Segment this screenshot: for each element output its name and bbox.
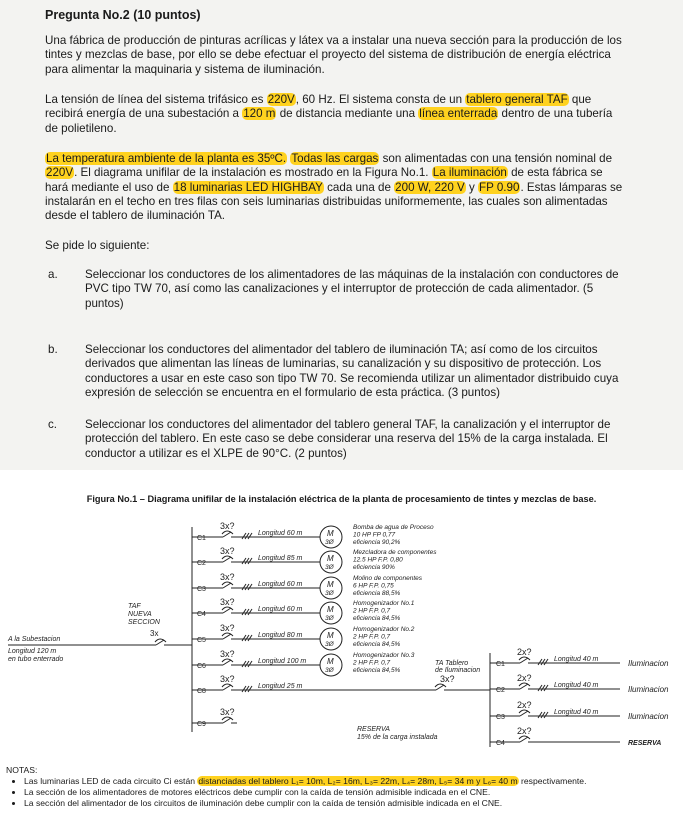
motor-desc: Homogenizador No.2 — [353, 626, 415, 633]
highlight: La temperatura ambiente de la planta es 35ºC. — [46, 152, 287, 165]
motor-desc: eficiencia 84,5% — [353, 615, 401, 622]
circuit-breaker-arc — [222, 717, 233, 720]
lighting-breaker-arc — [519, 657, 530, 660]
motor-letter: M — [327, 631, 334, 640]
motor-desc: 2 HP F.P. 0,7 — [353, 633, 391, 641]
motor-desc: eficiencia 88,5% — [353, 590, 401, 597]
main-breaker-arc — [155, 639, 166, 642]
intro-paragraph: Una fábrica de producción de pinturas acrílicas y látex va a instalar una nueva sección para la producción de los tintes y mezclas de base, por ello se debe efectuar el proyecto del sistema de distribución de energía eléctrica para alimentar la maquinaria y sistema de iluminación. — [45, 34, 622, 76]
note-3: • La sección del alimentador de los circuitos de iluminación debe cumplir con la caída de tensión admisible indicada en el CNE. — [24, 798, 586, 809]
notes — [6, 765, 586, 809]
circuit-id: C4 — [197, 611, 206, 618]
single-line-diagram — [0, 515, 683, 765]
circuit-breaker — [223, 718, 231, 723]
motor-desc: eficiencia 84,5% — [353, 667, 401, 674]
breaker-label: 3x? — [220, 707, 235, 717]
lighting-breaker — [520, 684, 528, 689]
motor-letter: M — [327, 529, 334, 538]
motor-phase: 3Ø — [325, 641, 334, 648]
lighting-breaker-label: 2x? — [517, 726, 532, 736]
circuit-id: C9 — [197, 721, 206, 728]
motor-desc: 2 HP F.P. 0,7 — [353, 607, 391, 615]
motor-phase: 3Ø — [325, 667, 334, 674]
motor-letter: M — [327, 580, 334, 589]
figure-title: Figura No.1 – Diagrama unifilar de la instalación eléctrica de la planta de procesamiento de tintes y mezclas de base. — [86, 494, 597, 504]
feeder-length: Longitud 25 m — [258, 683, 303, 690]
source-length: Longitud 120 m — [8, 648, 57, 655]
motor-desc: Homogenizador No.3 — [353, 652, 415, 659]
reserve-note: 15% de la carga instalada — [357, 734, 438, 741]
highlight: distanciadas del tablero L₁= 10m, L₂= 16m, L₃= 22m, L₄= 28m, L₅= 34 m y L₆= 40 m — [198, 776, 518, 786]
motor-letter: M — [327, 657, 334, 666]
lighting-reserve-label: RESERVA — [628, 740, 662, 747]
lighting-breaker-arc — [519, 683, 530, 686]
notes-heading: NOTAS: — [6, 765, 38, 775]
breaker-label: 3x? — [220, 649, 235, 659]
circuit-breaker-arc — [222, 607, 233, 610]
taf-label: SECCION — [128, 619, 160, 626]
motor-desc: eficiencia 90,2% — [353, 539, 401, 546]
circuit-id: C3 — [197, 586, 206, 593]
lighting-breaker-label: 2x? — [517, 647, 532, 657]
highlight: línea enterrada — [419, 107, 498, 121]
motor-desc: 10 HP FP 0,77 — [353, 531, 396, 539]
feeder-length: Longitud 60 m — [258, 606, 303, 613]
circuit-breaker — [223, 583, 231, 588]
question-title: Pregunta No.2 (10 puntos) — [45, 8, 201, 22]
motor-desc: 12.5 HP F.P. 0,80 — [353, 556, 403, 564]
circuit-breaker-arc — [222, 531, 233, 534]
circuit-id: C6 — [197, 663, 206, 670]
source-label: A la Subestacion — [8, 636, 61, 643]
lighting-circuit-id: C4 — [496, 740, 505, 747]
motor-phase: 3Ø — [325, 615, 334, 622]
circuit-breaker-arc — [222, 684, 233, 687]
motor-desc: eficiencia 84,5% — [353, 641, 401, 648]
motor-desc: 2 HP F.P. 0,7 — [353, 659, 391, 667]
lighting-breaker — [520, 658, 528, 663]
circuit-breaker — [223, 660, 231, 665]
lighting-breaker — [520, 737, 528, 742]
note-1: • Las luminarias LED de cada circuito Ci están distanciadas del tablero L₁= 10m, L₂= 16m, L₃= 22m, L₄= 28m, L₅= 34 m y L₆= 40 m respectivamente. — [24, 776, 586, 787]
circuit-breaker-arc — [222, 556, 233, 559]
feeder-length: Longitud 60 m — [258, 530, 303, 537]
lighting-length: Longitud 40 m — [554, 709, 599, 716]
motor-letter: M — [327, 605, 334, 614]
breaker-label: 3x? — [220, 597, 235, 607]
item-c-text: Seleccionar los conductores del alimentador del tablero general TAF, la canalización y el interruptor de protección del tablero. En este caso se debe considerar una reserva del 15% de la carga instalada. El conductor a utilizar es el XLPE de 90°C. (2 puntos) — [85, 418, 611, 460]
ta-breaker-label: 3x? — [440, 674, 455, 684]
lighting-breaker — [520, 711, 528, 716]
circuit-breaker — [223, 557, 231, 562]
item-b-letter: b. — [48, 343, 58, 356]
lighting-breaker-label: 2x? — [517, 673, 532, 683]
feeder-length: Longitud 85 m — [258, 555, 303, 562]
circuit-breaker-arc — [222, 582, 233, 585]
circuit-id: C8 — [197, 688, 206, 695]
circuit-breaker-arc — [222, 633, 233, 636]
circuit-breaker — [223, 685, 231, 690]
motor-desc: 6 HP F.P. 0,75 — [353, 582, 394, 590]
loads-paragraph: La temperatura ambiente de la planta es 35ºC. Todas las cargas son alimentadas con una tensión nominal de 220V. El diagrama unifilar de la instalación es mostrado en la Figura No.1. La iluminación de esta fábrica se hará mediante el uso de 18 luminarias LED HIGHBAY cada una de 200 W, 220 V y FP 0.90. Estas lámparas se instalarán en el techo en tres filas con seis luminarias distribuidas uniformemente, las cuales son alimentadas desde el tablero de iluminación TA. — [45, 152, 623, 223]
circuit-id: C5 — [197, 637, 206, 644]
item-a-letter: a. — [48, 268, 58, 281]
highlight: La iluminación — [432, 166, 507, 180]
lighting-circuit-id: C3 — [496, 714, 505, 721]
motor-desc: Bomba de agua de Proceso — [353, 524, 434, 531]
ta-breaker — [436, 685, 444, 690]
taf-label: TAF — [128, 603, 141, 610]
main-breaker-label: 3x — [150, 629, 159, 638]
circuit-breaker — [223, 608, 231, 613]
lighting-circuit-id: C2 — [496, 687, 505, 694]
breaker-label: 3x? — [220, 572, 235, 582]
circuit-breaker — [223, 532, 231, 537]
breaker-label: 3x? — [220, 521, 235, 531]
circuit-id: C1 — [197, 535, 206, 542]
highlight: 200 W, 220 V — [395, 180, 465, 194]
motor-phase: 3Ø — [325, 590, 334, 597]
highlight: FP 0.90 — [479, 180, 520, 194]
breaker-label: 3x? — [220, 546, 235, 556]
note-2: • La sección de los alimentadores de motores eléctricos debe cumplir con la caída de tensión admisible indicada en el CNE. — [24, 787, 586, 798]
motor-letter: M — [327, 554, 334, 563]
feeder-length: Longitud 60 m — [258, 581, 303, 588]
highlight: 18 luminarias LED HIGHBAY — [173, 180, 323, 194]
circuit-breaker-arc — [222, 659, 233, 662]
ta-label: TA Tablero — [435, 660, 469, 667]
lighting-length: Longitud 40 m — [554, 656, 599, 663]
item-c-letter: c. — [48, 418, 58, 431]
item-b-text: Seleccionar los conductores del alimentador del tablero de iluminación TA; así como de los circuitos derivados que alimentan las líneas de luminarias, su canalización y su dispositivo de protección. Los conductores a usar en este caso son tipo TW 70. Se recomienda utilizar un alimentador distribuido cuya expresión de selección se encuentra en el formulario de esta práctica. (3 puntos) — [85, 343, 619, 399]
item-a-text: Seleccionar los conductores de los alimentadores de las máquinas de la instalación con conductores de PVC tipo TW 70, así como las canalizaciones y el interruptor de protección de cada alimentador. (5 puntos) — [85, 268, 619, 310]
motor-desc: Molino de componentes — [353, 575, 423, 582]
ta-label: de Iluminacion — [435, 667, 481, 674]
motor-phase: 3Ø — [325, 564, 334, 571]
lighting-breaker-arc — [519, 710, 530, 713]
breaker-label: 3x? — [220, 674, 235, 684]
highlight: 220V — [267, 93, 295, 106]
circuit-id: C2 — [197, 560, 206, 567]
motor-phase: 3Ø — [325, 539, 334, 546]
feeder-length: Longitud 80 m — [258, 632, 303, 639]
highlight: 220V — [46, 166, 74, 180]
main-breaker — [156, 640, 164, 645]
highlight: tablero general TAF — [466, 93, 568, 106]
breaker-label: 3x? — [220, 623, 235, 633]
source-conduit: en tubo enterrado — [8, 656, 64, 663]
lighting-circuit-id: C1 — [496, 661, 505, 668]
lighting-length: Longitud 40 m — [554, 682, 599, 689]
request-heading: Se pide lo siguiente: — [45, 239, 150, 252]
highlight: Todas las cargas — [291, 152, 379, 165]
ta-breaker-arc — [435, 684, 446, 687]
lighting-breaker-label: 2x? — [517, 700, 532, 710]
taf-label: NUEVA — [128, 611, 152, 618]
lighting-label: Iluminacion — [628, 685, 669, 694]
motor-desc: Homogenizador No.1 — [353, 600, 415, 607]
circuit-breaker — [223, 634, 231, 639]
motor-desc: Mezcladora de componentes — [353, 549, 437, 556]
lighting-breaker-arc — [519, 736, 530, 739]
voltage-paragraph: La tensión de línea del sistema trifásico es 220V, 60 Hz. El sistema consta de un tablero general TAF que recibirá energía de una subestación a 120 m de distancia mediante una línea enterrada dentro de una tubería de polietileno. — [45, 93, 613, 135]
lighting-label: Iluminacion — [628, 659, 669, 668]
lighting-label: Iluminacion — [628, 712, 669, 721]
feeder-length: Longitud 100 m — [258, 658, 307, 665]
motor-desc: eficiencia 90% — [353, 564, 395, 571]
reserve-label: RESERVA — [357, 726, 390, 733]
highlight: 120 m — [243, 107, 276, 121]
